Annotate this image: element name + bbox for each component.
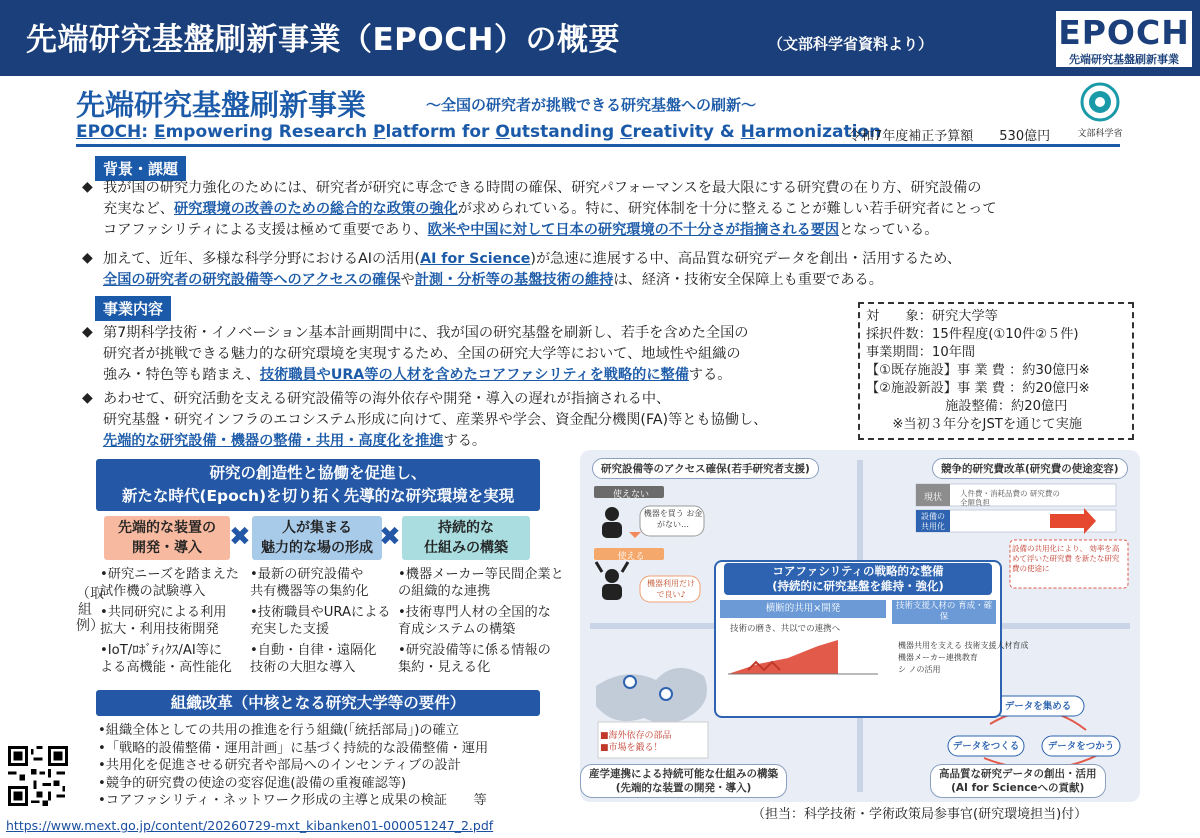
title-divider xyxy=(76,144,1120,147)
diagram-label-access: 研究設備等のアクセス確保(若手研究者支援) xyxy=(592,458,819,479)
growth-chart-icon xyxy=(728,636,878,676)
goal-line-2: 新たな時代(Epoch)を切り拓く先導的な研究環境を実現 xyxy=(121,487,515,505)
highlight-text: 先端的な研究設備・機器の整備・共用・高度化を推進 xyxy=(103,433,444,449)
reform-list xyxy=(98,722,488,810)
content-para-2-line-2: 研究基盤・研究インフラのエコシステム形成に向けて、産業界や学会、資金配分機関(FA)等とも協働し、 xyxy=(103,412,768,428)
ministry-label: 文部科学省 xyxy=(1077,129,1123,139)
data-make-label: データをつくる xyxy=(952,741,1020,752)
logo-subtitle: 先端研究基盤刷新事業 xyxy=(1069,53,1179,66)
bullet-marker: ◆ xyxy=(82,390,93,406)
core-left-header: 横断的共用×開発 xyxy=(720,600,886,618)
examples-label: （取組例） xyxy=(76,586,104,634)
background-para-1-line-3: コアファシリティによる支援は極めて重要であり、欧米や中国に対して日本の研究環境の不十分さが指摘される要因となっている。 xyxy=(103,222,939,238)
cross-icon: ✖ xyxy=(229,522,251,552)
budget-amount: 令和7年度補正予算額 530億円 xyxy=(848,129,1051,144)
pillar-attractive-place: 人が集まる 魅力的な場の形成 xyxy=(252,516,382,560)
data-gather-label: データを集める xyxy=(1004,701,1072,712)
reform-item: •組織全体としての共用の推進を行う組織(「統括部局」)の確立 xyxy=(98,723,459,738)
content-para-2-line-1: あわせて、研究活動を支える研究設備等の海外依存や開発・導入の遅れが指摘される中、 xyxy=(103,391,671,407)
info-note: ※当初３年分をJSTを通じて実施 xyxy=(866,417,1082,432)
reform-item: •競争的研究費の使途の変容促進(設備の重複確認等) xyxy=(98,775,407,791)
content-para-1-line-3: 強み・特色等も踏まえ、技術職員やURA等の人材を含めたコアファシリティを戦略的に整備する。 xyxy=(103,367,732,383)
cross-icon: ✖ xyxy=(379,522,401,552)
source-url-link[interactable]: https://www.mext.go.jp/content/20260729-mxt_kibanken01-000051247_2.pdf xyxy=(6,818,494,833)
core-facility-title: コアファシリティの戦略的な整備 (持続的に研究基盤を維持・強化) xyxy=(724,563,992,595)
background-para-1-line-1: 我が国の研究力強化のためには、研究者が研究に専念できる時間の確保、研究パフォーマンスを最大限にする研究費の在り方、研究設備の xyxy=(103,180,982,196)
reform-item: •「戦略的設備整備・運用計画」に基づく持続的な設備整備・運用 xyxy=(98,740,489,756)
background-para-1-line-2: 充実など、研究環境の改善のための総合的な政策の強化が求められている。特に、研究体制を十分に整えることが難しい若手研究者にとって xyxy=(103,201,997,217)
label-shared: 設備の 共用化 xyxy=(921,512,945,531)
epoch-acronym-line: EPOCH: Empowering Research Platform for Outstanding Creativity & Harmonization xyxy=(76,122,882,142)
cost-text: 人件費・消耗品費の 研究費の 全額負担 xyxy=(960,489,1060,507)
content-para-1-line-1: 第7期科学技術・イノベーション基本計画期間中に、我が国の研究基盤を刷新し、若手を含めた全国の xyxy=(103,325,749,341)
info-target: 対 象：研究大学等 xyxy=(866,309,998,324)
content-para-2-line-3: 先端的な研究設備・機器の整備・共用・高度化を推進する。 xyxy=(103,433,487,449)
bullet-marker: ◆ xyxy=(82,324,93,340)
responsible-office: （担当：科学技術・学術政策局参事官(研究環境担当)付） xyxy=(752,807,1088,822)
background-para-2-line-2: 全国の研究者の研究設備等へのアクセスの確保や計測・分析等の基盤技術の維持は、経済・技術安全保障上も重要である。 xyxy=(103,272,883,288)
section-label-content: 事業内容 xyxy=(95,296,171,321)
data-use-label: データをつかう xyxy=(1047,741,1115,752)
core-left-caption: 技術の磨き、共以での連携へ xyxy=(730,624,841,634)
info-cost-existing: 【①既存施設】事 業 費 ：約30億円※ xyxy=(866,363,1090,378)
page-title: 先端研究基盤刷新事業（EPOCH）の概要 xyxy=(26,22,620,58)
goal-line-1: 研究の創造性と協働を促進し、 xyxy=(209,464,427,482)
label-usable: 使える xyxy=(617,552,645,562)
core-right-header: 技術支援人材の 育成・確保 xyxy=(892,600,996,624)
reform-item: •コアファシリティ・ネットワーク形成の主導と成果の検証 等 xyxy=(98,793,487,808)
program-subtitle: ～全国の研究者が挑戦できる研究基盤への刷新～ xyxy=(426,96,757,114)
diagram-label-industry: 産学連携による持続可能な仕組みの構築 (先端的な装置の開発・導入) xyxy=(580,764,787,798)
label-unusable: 使えない xyxy=(612,490,649,500)
info-period: 事業期間：10年間 xyxy=(866,345,976,360)
background-para-2-line-1: 加えて、近年、多様な科学分野におけるAIの活用(AI for Science)が急速に進展する中、高品質な研究データを創出・活用するため、 xyxy=(103,251,962,267)
diagram-label-data: 高品質な研究データの創出・活用 (AI for Scienceへの貢献) xyxy=(930,764,1106,798)
goal-banner xyxy=(96,459,540,511)
info-facility: 施設整備：約20億円 xyxy=(866,399,1068,414)
highlight-text: 欧米や中国に対して日本の研究環境の不十分さが指摘される要因 xyxy=(427,222,840,238)
bullet-marker: ◆ xyxy=(82,250,93,266)
examples-column-3: •機器メーカー等民間企業と の組織的な連携 •技術専門人材の全国的な 育成システムの構築 •研究設備等に係る情報の 集約・見える化 xyxy=(398,567,564,675)
program-title: 先端研究基盤刷新事業 xyxy=(76,88,367,122)
content-para-1-line-2: 研究者が挑戦できる魅力的な研究環境を実現するため、全国の研究大学等において、地域性や組織の xyxy=(103,346,741,362)
overseas-note: ■海外依存の部品 ■市場を鍛る！ xyxy=(600,731,672,753)
program-info-box xyxy=(858,302,1134,440)
note-shared-benefit: 設備の共用化により、 効率を高めて浮いた研究費 を新たな研究費の使途に xyxy=(1012,544,1120,573)
qr-code-icon[interactable] xyxy=(8,746,68,806)
speech-bubble-no-money: 機器を買う お金がない… xyxy=(643,509,703,529)
diagram-label-funding-reform: 競争的研究費改革(研究費の使途変容) xyxy=(932,458,1128,479)
highlight-text: AI for Science xyxy=(420,251,531,267)
section-label-background: 背景・課題 xyxy=(95,156,186,181)
epoch-logo xyxy=(1054,9,1194,69)
highlight-text: 全国の研究者の研究設備等へのアクセスの確保 xyxy=(103,272,401,288)
info-adoption-count: 採択件数：15件程度(①10件②５件) xyxy=(866,327,1079,342)
logo-word: EPOCH xyxy=(1058,13,1190,52)
speech-bubble-use-only: 機器利用だけ で良い♪ xyxy=(647,579,695,599)
label-now: 現状 xyxy=(923,493,942,503)
epoch-word: EPOCH xyxy=(76,122,142,142)
pillar-advanced-equipment: 先端的な装置の 開発・導入 xyxy=(104,516,230,560)
core-right-list: 機器共用を支える 技術支援人材育成 機器メーカー連携教育 シ ノの活用 xyxy=(898,641,1029,674)
source-note: （文部科学省資料より） xyxy=(768,35,934,53)
bullet-marker: ◆ xyxy=(82,179,93,195)
examples-column-1: •研究ニーズを踏まえた 試作機の試験導入 •共同研究による利用 拡大・利用技術開発 •IoT/ﾛﾎﾞﾃｨｸｽ/AI等に よる高機能・高性能化 xyxy=(100,567,239,675)
info-cost-new: 【②施設新設】事 業 費 ：約20億円※ xyxy=(866,381,1090,396)
highlight-text: 計測・分析等の基盤技術の維持 xyxy=(414,272,614,288)
pillar-sustainable-system: 持続的な 仕組みの構築 xyxy=(402,516,530,560)
highlight-text: 研究環境の改善のための総合的な政策の強化 xyxy=(173,201,458,217)
reform-banner: 組織改革（中核となる研究大学等の要件） xyxy=(96,690,540,716)
ministry-emblem-icon xyxy=(1080,82,1120,122)
examples-column-2: •最新の研究設備や 共有機器等の集約化 •技術職員やURAによる 充実した支援 •自動・自律・遠隔化 技術の大胆な導入 xyxy=(250,567,391,675)
highlight-text: 技術職員やURA等の人材を含めたコアファシリティを戦略的に整備 xyxy=(259,367,689,383)
reform-item: •共用化を促進させる研究者や部局へのインセンティブの設計 xyxy=(98,758,461,773)
